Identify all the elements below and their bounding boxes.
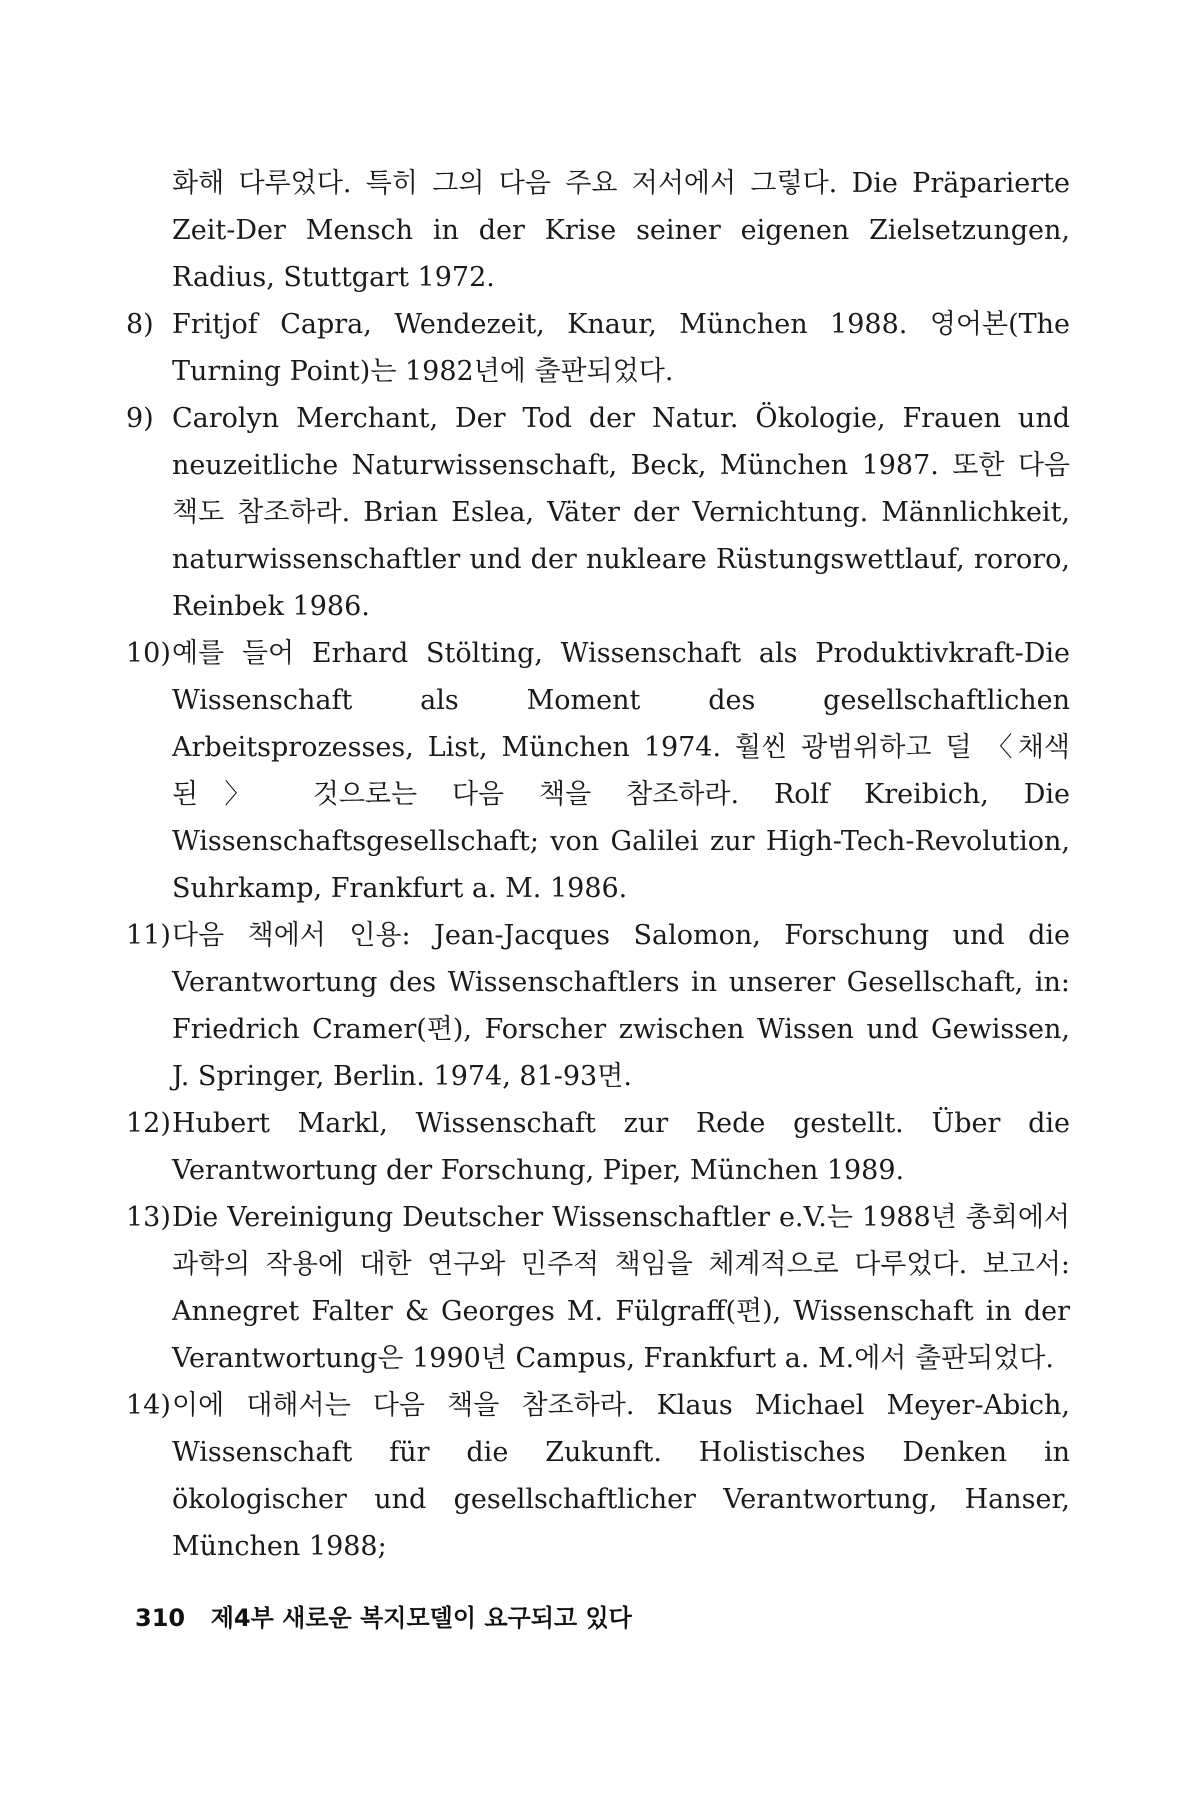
- note-12: [126, 1100, 1070, 1194]
- note-number: 12): [126, 1108, 171, 1139]
- endnotes-block: [126, 160, 1071, 1570]
- note-number: 11): [126, 920, 171, 951]
- note-number: 13): [126, 1202, 171, 1233]
- note-text: Hubert Markl, Wissenschaft zur Rede gestellt. Über die Verantwortung der Forschung, Piper, München 1989.: [172, 1108, 1070, 1186]
- note-text: Die Vereinigung Deutscher Wissenschaftler e.V.는 1988년 총회에서 과학의 작용에 대한 연구와 민주적 책임을 체계적으로 다루었다. 보고서: Annegret Falter & Georges M. Fülgraff(편), Wissenschaft in der Verantwortung은 1990년 Campus, Frankfurt a. M.에서 출판되었다.: [172, 1202, 1070, 1374]
- note-7-continuation: 화해 다루었다. 특히 그의 다음 주요 저서에서 그렇다. Die Präparierte Zeit-Der Mensch in der Krise seiner eigenen Zielsetzungen, Radius, Stuttgart 1972.: [172, 168, 1070, 293]
- note-9: [126, 395, 1071, 630]
- note-13: [126, 1194, 1070, 1382]
- note-text: 다음 책에서 인용: Jean-Jacques Salomon, Forschung und die Verantwortung des Wissenschaftlers in unserer Gesellschaft, in: Friedrich Cramer(편), Forscher zwischen Wissen und Gewissen, J. Springer, Berlin. 1974, 81-93면.: [172, 920, 1070, 1092]
- note-8: [126, 301, 1070, 395]
- running-head: 제4부 새로운 복지모델이 요구되고 있다: [210, 1604, 632, 1632]
- note-number: 8): [126, 309, 154, 340]
- note-text: 예를 들어 Erhard Stölting, Wissenschaft als Produktivkraft-Die Wissenschaft als Moment des gesellschaftlichen Arbeitsprozesses, List, München 1974. 훨씬 광범위하고 덜 〈채색된〉 것으로는 다음 책을 참조하라. Rolf Kreibich, Die Wissenschaftsgesellschaft; von Galilei zur High-Tech-Revolution, Suhrkamp, Frankfurt a. M. 1986.: [172, 638, 1070, 904]
- page-footer: [135, 1598, 632, 1633]
- note-10: [126, 630, 1070, 912]
- note-number: 10): [126, 638, 171, 669]
- note-text: Carolyn Merchant, Der Tod der Natur. Ökologie, Frauen und neuzeitliche Naturwissenschaft, Beck, München 1987. 또한 다음 책도 참조하라. Brian Eslea, Väter der Vernichtung. Männlichkeit, naturwissenschaftler und der nukleare Rüstungswettlauf, rororo, Reinbek 1986.: [172, 403, 1071, 622]
- note-11: [126, 912, 1070, 1100]
- note-text: Fritjof Capra, Wendezeit, Knaur, München 1988. 영어본(The Turning Point)는 1982년에 출판되었다.: [172, 309, 1070, 387]
- note-number: 14): [126, 1390, 171, 1421]
- note-number: 9): [126, 403, 154, 434]
- note-text: 이에 대해서는 다음 책을 참조하라. Klaus Michael Meyer-Abich, Wissenschaft für die Zukunft. Holistisches Denken in ökologischer und gesellschaftlicher Verantwortung, Hanser, München 1988;: [172, 1390, 1070, 1562]
- note-14: [126, 1382, 1070, 1570]
- page-number: 310: [135, 1604, 186, 1632]
